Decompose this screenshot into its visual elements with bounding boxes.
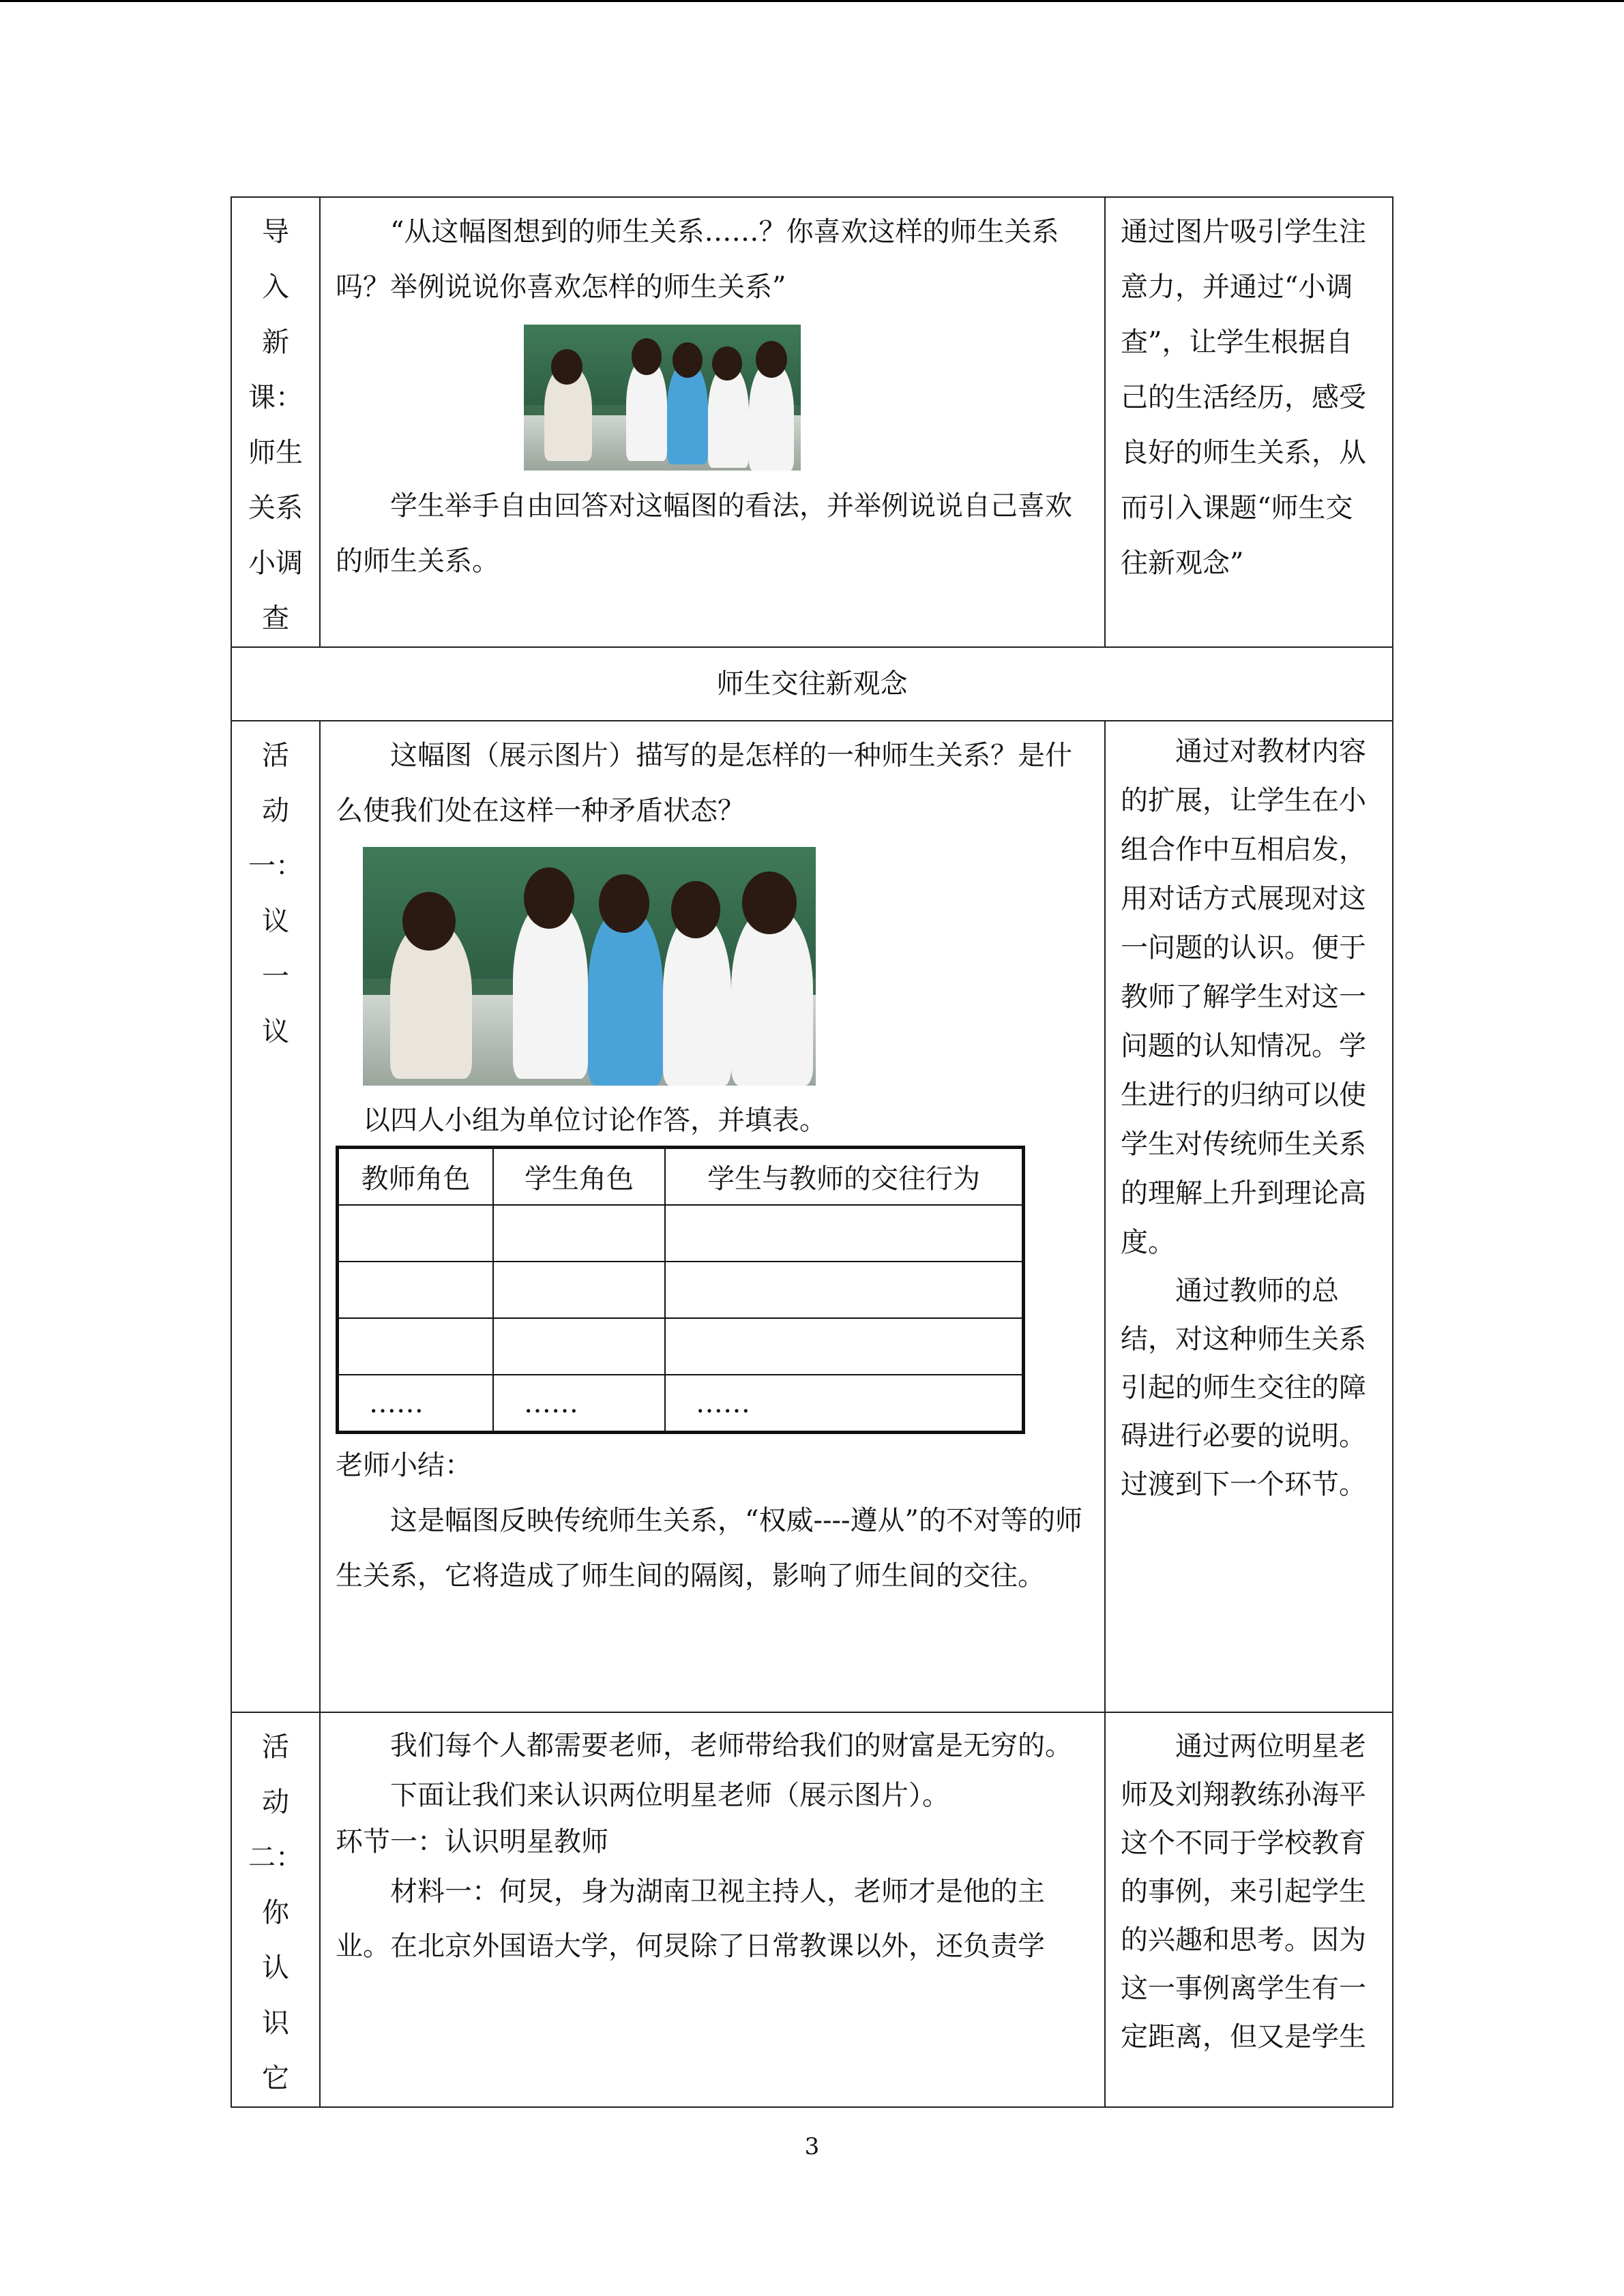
intro-question: “从这幅图想到的师生关系……？你喜欢这样的师生关系吗？举例说说你喜欢怎样的师生关系” — [336, 216, 1059, 303]
note-cell — [1105, 1712, 1393, 2107]
design-note: 通过两位明星老师及刘翔教练孙海平这个不同于学校教育的事例，来引起学生的兴趣和思考。因为这一事例离学生有一定距离，但又是学生 — [1121, 1731, 1366, 2053]
table-row — [338, 1148, 1024, 1206]
classroom-photo-small — [524, 325, 801, 471]
table-row — [231, 721, 1393, 1712]
summary-label: 老师小结： — [336, 1450, 472, 1481]
section-heading-cell — [231, 647, 1393, 721]
ellipsis-cell: …… — [493, 1375, 665, 1433]
discussion-question: 这幅图（展示图片）描写的是怎样的一种师生关系？是什么使我们处在这样一种矛盾状态？ — [336, 740, 1072, 826]
stage-label-cell — [231, 1712, 320, 2107]
content-cell — [320, 197, 1105, 647]
table-row — [338, 1375, 1024, 1433]
star-teacher-intro: 下面让我们来认识两位明星老师（展示图片）。 — [390, 1780, 949, 1811]
table-row — [338, 1262, 1024, 1318]
material-one: 材料一：何炅，身为湖南卫视主持人，老师才是他的主业。在北京外国语大学，何炅除了日常教课以外，还负责学 — [336, 1876, 1045, 1962]
design-note: 通过对教材内容的扩展，让学生在小组合作中互相启发，用对话方式展现对这一问题的认识。便于教师了解学生对这一问题的认知情况。学生进行的归纳可以使学生对传统师生关系的理解上升到理论高度。 — [1121, 736, 1366, 1258]
note-cell — [1105, 721, 1393, 1712]
table-row — [231, 1712, 1393, 2107]
student-response: 学生举手自由回答对这幅图的看法，并举例说说自己喜欢的师生关系。 — [336, 490, 1072, 577]
discussion-table — [336, 1146, 1025, 1434]
header-teacher-role: 教师角色 — [338, 1148, 494, 1206]
ellipsis-cell: …… — [665, 1375, 1024, 1433]
section-heading: 师生交往新观念 — [716, 668, 908, 700]
design-note-2: 通过教师的总结，对这种师生关系引起的师生交往的障碍进行必要的说明。过渡到下一个环节。 — [1121, 1275, 1366, 1500]
content-cell — [320, 1712, 1105, 2107]
table-row — [231, 647, 1393, 721]
page-top-border — [0, 0, 1624, 2]
table-row — [231, 197, 1393, 647]
classroom-photo-large — [363, 847, 816, 1086]
note-cell — [1105, 197, 1393, 647]
header-student-role: 学生角色 — [493, 1148, 665, 1206]
table-row — [338, 1205, 1024, 1262]
stage-label-cell — [231, 197, 320, 647]
page-number: 3 — [804, 2133, 820, 2160]
sub-heading: 环节一：认识明星教师 — [336, 1826, 608, 1858]
design-note: 通过图片吸引学生注意力，并通过“小调查”，让学生根据自己的生活经历，感受良好的师生关系，从而引入课题“师生交往新观念” — [1121, 216, 1366, 579]
teacher-summary: 这是幅图反映传统师生关系，“权威----遵从”的不对等的师生关系，它将造成了师生间的隔阂，影响了师生间的交往。 — [336, 1505, 1082, 1592]
group-instruction: 以四人小组为单位讨论作答，并填表。 — [363, 1105, 827, 1136]
stage-label-cell — [231, 721, 320, 1712]
stage-label: 活 动 一： 议 一 议 — [248, 740, 303, 1047]
stage-label: 导 入 新 课： 师生 关系 小调 查 — [248, 216, 303, 634]
intro-paragraph: 我们每个人都需要老师，老师带给我们的财富是无穷的。 — [390, 1730, 1072, 1761]
lesson-plan-table — [231, 196, 1393, 2108]
content-cell — [320, 721, 1105, 1712]
table-row — [338, 1318, 1024, 1375]
header-interaction: 学生与教师的交往行为 — [665, 1148, 1024, 1206]
ellipsis-cell: …… — [338, 1375, 494, 1433]
stage-label: 活 动 二： 你 认 识 它 — [248, 1731, 303, 2094]
